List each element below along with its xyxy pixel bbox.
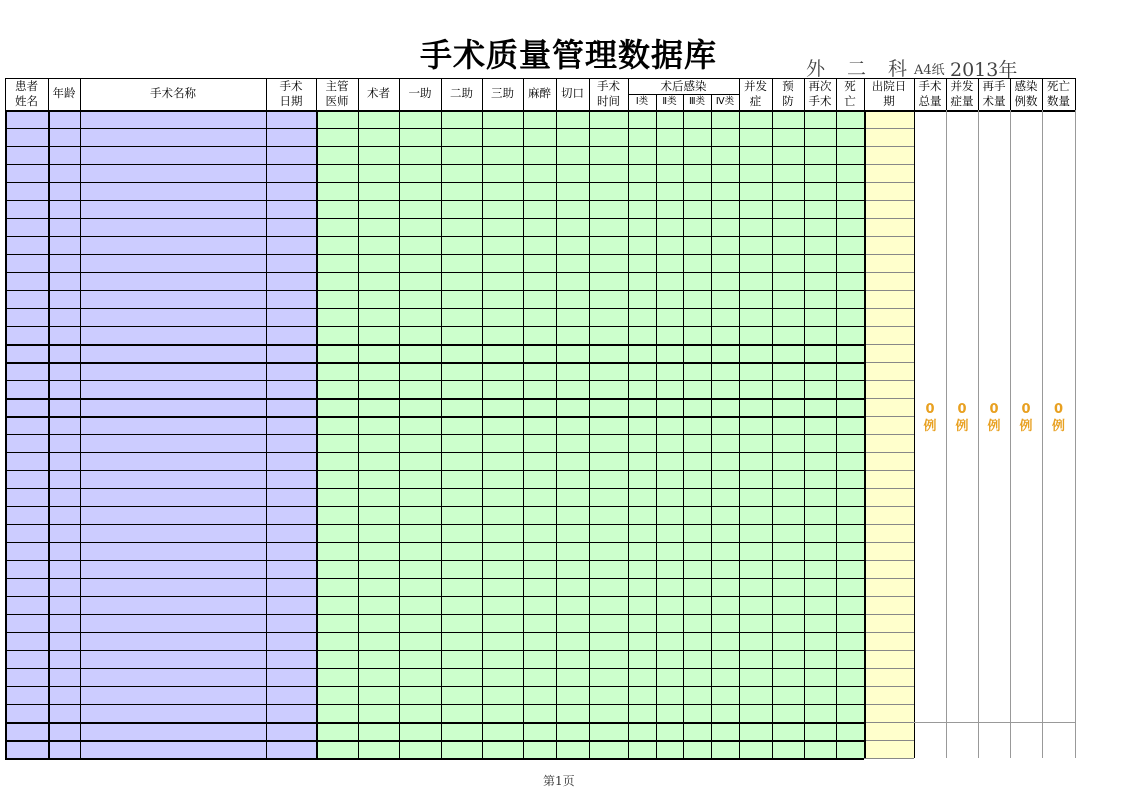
header-discharge-date: 出院日 期 (871, 78, 907, 108)
discharge-row-line (864, 758, 914, 759)
total-complications-value: 0 例 (955, 402, 969, 434)
header-incision: 切口 (561, 86, 584, 100)
total-deaths-value: 0 例 (1051, 402, 1065, 434)
table-row-line (5, 614, 864, 615)
header-column-divider (683, 94, 684, 110)
table-row-line (5, 560, 864, 561)
discharge-row-line (864, 560, 914, 561)
table-row-line (5, 470, 864, 471)
discharge-row-line (864, 740, 914, 741)
table-row-line (5, 164, 864, 165)
discharge-row-line (864, 542, 914, 543)
total-surgeries-value: 0 例 (923, 402, 937, 434)
header-column-divider (523, 78, 524, 110)
discharge-row-line (864, 254, 914, 255)
discharge-row-line (864, 200, 914, 201)
discharge-row-line (864, 668, 914, 669)
total-reoperations-value: 0 例 (987, 402, 1001, 434)
discharge-row-line (864, 380, 914, 381)
discharge-row-line (864, 596, 914, 597)
table-row-line (5, 740, 864, 742)
table-row-line (5, 326, 864, 327)
header-column-divider (978, 78, 979, 110)
header-death: 死 亡 (844, 78, 856, 108)
discharge-row-line (864, 416, 914, 417)
discharge-row-line (864, 722, 914, 723)
table-row-line (5, 686, 864, 687)
header-second-assistant: 二助 (450, 86, 473, 100)
totals-column-line (1010, 110, 1011, 758)
table-column-line (836, 110, 837, 758)
header-column-divider (739, 78, 740, 110)
discharge-row-line (864, 632, 914, 633)
discharge-row-line (864, 146, 914, 147)
total-infections-value: 0 例 (1019, 402, 1033, 434)
discharge-row-line (864, 434, 914, 435)
table-row-line (5, 182, 864, 183)
table-row-line (5, 596, 864, 597)
table-column-line (48, 110, 50, 758)
table-column-line (804, 110, 805, 758)
table-row-line (5, 650, 864, 651)
discharge-row-line (864, 650, 914, 651)
header-total-infections: 感染 例数 (1014, 78, 1038, 108)
header-column-divider (48, 78, 49, 110)
header-column-divider (266, 78, 267, 110)
table-column-line (399, 110, 400, 758)
header-column-divider (316, 78, 317, 110)
table-column-line (441, 110, 442, 758)
discharge-row-line (864, 326, 914, 327)
header-column-divider (5, 78, 6, 110)
page-number: 第1页 (543, 774, 575, 788)
table-column-line (656, 110, 657, 758)
header-column-divider (656, 94, 657, 110)
table-column-line (523, 110, 524, 758)
header-infection-type-3: Ⅲ类 (688, 96, 706, 107)
header-anesthesia: 麻醉 (528, 86, 551, 100)
header-patient-name: 患者 姓名 (15, 78, 38, 108)
header-first-assistant: 一助 (408, 86, 432, 100)
department-label: 外 二 科 (806, 58, 908, 80)
header-attending-physician: 主管 医师 (325, 78, 349, 108)
header-column-divider (804, 78, 805, 110)
table-column-line (589, 110, 590, 758)
header-column-divider (1042, 78, 1043, 110)
table-column-line (266, 110, 267, 758)
header-column-divider (358, 78, 359, 110)
totals-column-line (1042, 110, 1043, 758)
discharge-row-line (864, 704, 914, 705)
header-prevention: 预 防 (782, 78, 794, 108)
table-column-line (80, 110, 81, 758)
table-row-line (5, 236, 864, 237)
header-total-reoperations: 再手 术量 (982, 78, 1006, 108)
header-column-divider (914, 78, 915, 110)
table-row-line (5, 398, 864, 400)
header-surgeon: 术者 (367, 86, 390, 100)
header-column-divider (556, 78, 557, 110)
discharge-row-line (864, 218, 914, 219)
table-row-line (5, 146, 864, 147)
header-reoperation: 再次 手术 (808, 78, 832, 108)
header-column-divider (482, 78, 483, 110)
discharge-row-line (864, 290, 914, 291)
table-column-line (316, 110, 318, 758)
header-third-assistant: 三助 (491, 86, 514, 100)
header-infection-type-1: Ⅰ类 (635, 96, 649, 107)
header-age: 年龄 (52, 86, 76, 100)
page-title: 手术质量管理数据库 (420, 36, 718, 74)
discharge-row-line (864, 308, 914, 309)
table-row-line (5, 668, 864, 669)
table-row-line (5, 290, 864, 291)
table-column-line (5, 110, 7, 758)
header-column-divider (441, 78, 442, 110)
header-postop-infection: 术后感染 (660, 78, 707, 93)
table-row-line (5, 542, 864, 543)
header-column-divider (772, 78, 773, 110)
table-row-line (5, 344, 864, 346)
header-column-divider (864, 78, 865, 110)
header-surgery-date: 手术 日期 (279, 78, 303, 108)
table-column-line (914, 110, 915, 758)
header-total-complications: 并发 症量 (950, 78, 974, 108)
discharge-row-line (864, 362, 914, 363)
table-row-line (5, 524, 864, 525)
table-column-line (683, 110, 684, 758)
table-column-line (628, 110, 629, 758)
table-column-line (482, 110, 483, 758)
table-row-line (5, 632, 864, 633)
table-row-line (5, 362, 864, 364)
header-total-surgeries: 手术 总量 (918, 78, 942, 108)
header-column-divider (946, 78, 947, 110)
year-label: 2013年 (950, 59, 1018, 81)
table-row-line (5, 452, 864, 453)
discharge-row-line (864, 578, 914, 579)
discharge-row-line (864, 344, 914, 345)
discharge-row-line (864, 452, 914, 453)
header-surgery-duration: 手术 时间 (597, 78, 620, 108)
totals-bottom-line (914, 722, 1075, 723)
discharge-row-line (864, 524, 914, 525)
table-row-line (5, 254, 864, 255)
header-column-divider (1010, 78, 1011, 110)
discharge-row-line (864, 182, 914, 183)
discharge-row-line (864, 686, 914, 687)
table-column-line (864, 110, 866, 758)
header-infection-type-4: Ⅳ类 (715, 96, 735, 107)
discharge-row-line (864, 506, 914, 507)
header-column-divider (1075, 78, 1076, 110)
table-row-line (5, 506, 864, 507)
header-column-divider (711, 94, 712, 110)
table-row-line (5, 434, 864, 435)
paper-size-label: A4纸 (914, 63, 945, 78)
table-row-line (5, 578, 864, 579)
table-row-line (5, 722, 864, 724)
header-column-divider (628, 78, 629, 110)
header-column-divider (80, 78, 81, 110)
table-row-line (5, 416, 864, 418)
totals-column-line (1075, 110, 1076, 758)
table-row-line (5, 488, 864, 489)
table-row-line (5, 272, 864, 273)
table-column-line (711, 110, 712, 758)
header-total-deaths: 死亡 数量 (1047, 78, 1070, 108)
header-column-divider (399, 78, 400, 110)
header-surgery-name: 手术名称 (150, 86, 196, 100)
table-row-line (5, 758, 864, 760)
table-column-line (358, 110, 359, 758)
discharge-row-line (864, 128, 914, 129)
table-row-line (5, 128, 864, 129)
discharge-row-line (864, 236, 914, 237)
header-complication: 并发 症 (744, 78, 767, 108)
table-column-line (739, 110, 740, 758)
discharge-row-line (864, 614, 914, 615)
discharge-row-line (864, 164, 914, 165)
header-column-divider (836, 78, 837, 110)
table-column-line (772, 110, 773, 758)
discharge-row-line (864, 398, 914, 399)
table-row-line (5, 218, 864, 219)
totals-column-line (946, 110, 947, 758)
table-column-line (556, 110, 557, 758)
header-infection-type-2: Ⅱ类 (662, 96, 677, 107)
table-row-line (5, 380, 864, 381)
header-column-divider (589, 78, 590, 110)
table-row-line (5, 308, 864, 309)
table-row-line (5, 200, 864, 201)
discharge-row-line (864, 272, 914, 273)
discharge-row-line (864, 470, 914, 471)
totals-column-line (978, 110, 979, 758)
table-row-line (5, 704, 864, 705)
discharge-row-line (864, 488, 914, 489)
